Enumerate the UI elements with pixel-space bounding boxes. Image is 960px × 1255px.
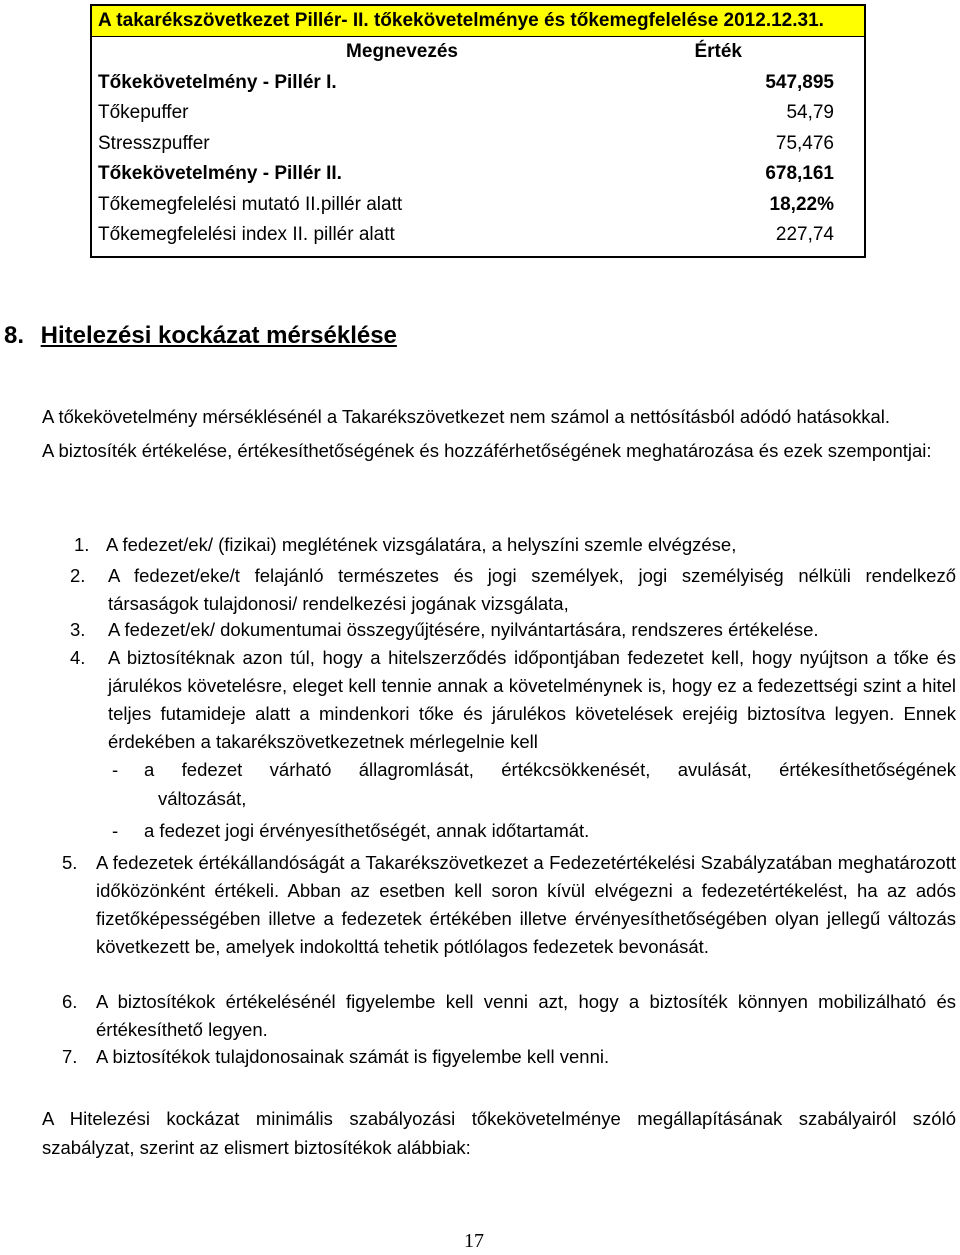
- page-number: 17: [464, 1230, 484, 1252]
- table-row: [92, 220, 864, 251]
- table-row: [92, 190, 864, 221]
- list-number: 2.: [70, 565, 86, 586]
- row-name: Tőkekövetelmény - Pillér I.: [98, 71, 337, 93]
- capital-requirement-table: [90, 4, 866, 258]
- paragraph-intro: A tőkekövetelmény mérséklésénél a Takarékszövetkezet nem számol a nettósításból adódó hatásokkal.: [42, 406, 891, 427]
- row-name: Tőkepuffer: [98, 102, 189, 123]
- paragraph-closing: A Hitelezési kockázat minimális szabályozási tőkekövetelménye megállapításának szabályairól szóló szabályzat, szerint az elismert biztosítékok alábbiak:: [42, 1108, 956, 1158]
- list-item: [70, 616, 956, 644]
- row-name: Tőkekövetelmény - Pillér II.: [98, 163, 342, 184]
- list-text: A biztosítékok tulajdonosainak számát is figyelembe kell venni.: [96, 1046, 610, 1067]
- header-value: Érték: [694, 41, 742, 62]
- list-text: A biztosítékok értékelésénél figyelembe kell venni azt, hogy a biztosíték könnyen mobilizálható és értékesíthető legyen.: [96, 991, 956, 1040]
- dash-text: a fedezet várható állagromlását, értékcsökkenését, avulását, értékesíthetőségének: [144, 759, 956, 780]
- list-number: 1.: [74, 534, 90, 555]
- dash-item: [112, 816, 956, 845]
- section-heading: [4, 322, 397, 350]
- list-text: A fedezetek értékállandóságát a Takarékszövetkezet a Fedezetértékelési Szabályzatában meghatározott időközönként értékeli. Abban az esetben kell soron kívül elvégezni a fedezetértékelést, ha az adós fizetőképességében illetve a fedezetek értékében illetve érvényesíthetőségében olyan jellegű változás következett be, amelyek indokolttá tehetik pótlólagos fedezetek bevonását.: [96, 852, 956, 957]
- row-value: 227,74: [775, 224, 834, 245]
- list-item: [74, 531, 954, 559]
- row-value: 54,79: [786, 102, 834, 123]
- dash-mark: -: [112, 759, 119, 780]
- list-number: 3.: [70, 619, 86, 640]
- table-row: [92, 159, 864, 190]
- section-number: 8.: [4, 322, 25, 349]
- row-value: 547,895: [765, 71, 834, 93]
- row-name: Tőkemegfelelési mutató II.pillér alatt: [98, 193, 403, 215]
- list-text: A fedezet/ek/ dokumentumai összegyűjtésére, nyilvántartására, rendszeres értékelése.: [108, 619, 819, 640]
- header-name: Megnevezés: [346, 41, 458, 62]
- list-number: 6.: [62, 991, 78, 1012]
- row-value: 678,161: [765, 163, 834, 184]
- list-item: [70, 562, 956, 618]
- dash-item: [112, 755, 956, 813]
- list-item: [62, 849, 956, 991]
- list-number: 5.: [62, 852, 78, 873]
- list-text: A fedezet/eke/t felajánló természetes és jogi személyek, jogi személyiség nélküli rendelkező társaságok tulajdonosi/ rendelkezési jogának vizsgálata,: [108, 565, 956, 614]
- dash-mark: -: [112, 820, 119, 841]
- table-header-row: [92, 37, 864, 68]
- list-text: A biztosítéknak azon túl, hogy a hitelszerződés időpontjában fedezetet kell, hogy nyújtson a tőke és járulékos követelésre, eleget kell tennie annak a követelménynek is, hogy ez a fedezettségi szint a hitel teljes futamideje alatt a mindenkori tőke és járulékos követelések erejéig biztosítva legyen. Ennek érdekében a takarékszövetkezetnek mérlegelnie kell: [108, 647, 956, 752]
- row-name: Stresszpuffer: [98, 132, 210, 154]
- table-row: [92, 98, 864, 129]
- section-title: Hitelezési kockázat mérséklése: [40, 322, 397, 349]
- dash-text-cont: változását,: [158, 788, 247, 809]
- table-title: A takarékszövetkezet Pillér- II. tőkekövetelménye és tőkemegfelelése 2012.12.31.: [92, 6, 864, 37]
- dash-text: a fedezet jogi érvényesíthetőségét, annak időtartamát.: [144, 820, 590, 841]
- list-number: 7.: [62, 1046, 78, 1067]
- list-item: [62, 1043, 956, 1071]
- table-row: [92, 68, 864, 99]
- list-item: [62, 988, 956, 1044]
- row-name: Tőkemegfelelési index II. pillér alatt: [98, 224, 395, 245]
- row-value: 75,476: [775, 132, 834, 154]
- row-value: 18,22%: [769, 193, 834, 215]
- paragraph-criteria: A biztosíték értékelése, értékesíthetőségének és hozzáférhetőségének meghatározása és ezek szempontjai:: [42, 440, 932, 461]
- list-number: 4.: [70, 647, 86, 668]
- list-text: A fedezet/ek/ (fizikai) meglétének vizsgálatára, a helyszíni szemle elvégzése,: [106, 534, 737, 555]
- table-row: [92, 129, 864, 160]
- list-item: [70, 644, 956, 756]
